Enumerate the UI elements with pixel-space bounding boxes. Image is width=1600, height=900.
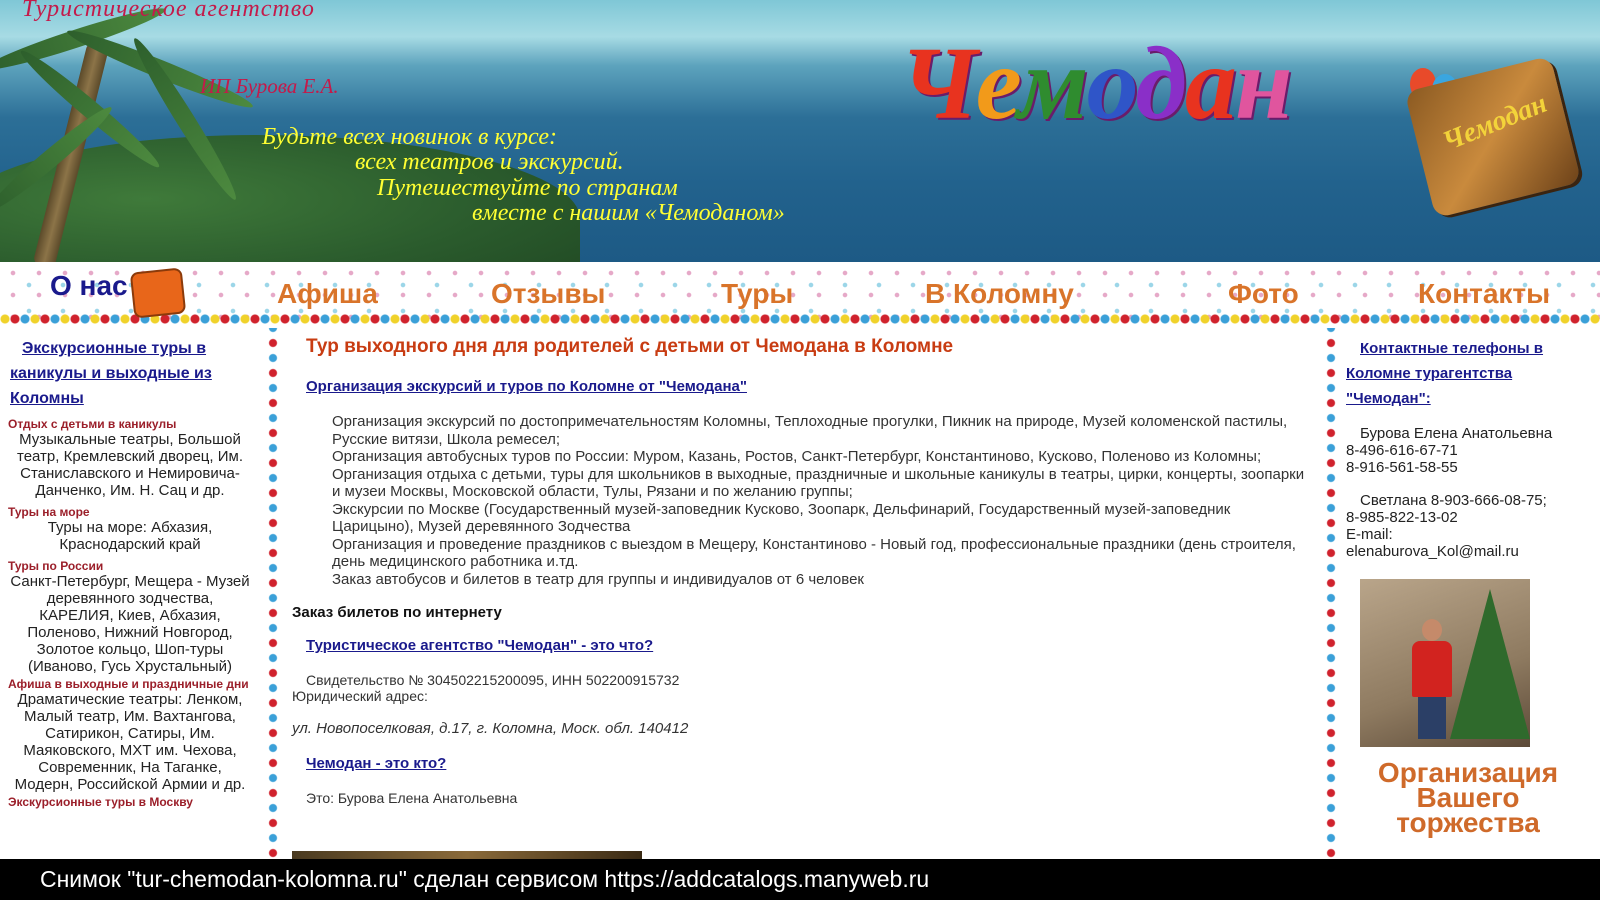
list-item: Организация автобусных туров по России: Муром, Казань, Ростов, Санкт-Петербург, Константиново, Кусково, Поленово из Коломны; — [332, 448, 1262, 465]
sidebar-title-link[interactable]: Экскурсионные туры в каникулы и выходные из Коломны — [10, 340, 212, 407]
brand-letter: д — [1135, 26, 1185, 141]
brand-letter: о — [1086, 26, 1136, 141]
sidebar-section-heading: Экскурсионные туры в Москву — [8, 795, 193, 809]
suitcase-label: Чемодан — [1438, 87, 1552, 158]
order-tickets-heading: Заказ билетов по интернету — [292, 604, 502, 621]
celebration-promo[interactable]: Организация Вашего торжества — [1377, 757, 1559, 838]
contact-phone: 8-985-822-13-02 — [1346, 509, 1458, 526]
who-is-chemodan-link[interactable]: Чемодан - это кто? — [306, 755, 447, 772]
list-item: Организация и проведение праздников с выездом в Мещеру, Константиново - Новый год, профессиональные праздники (день строителя, день медицинского работника и.тд. — [332, 535, 1296, 570]
owner-name-text: Это: Бурова Елена Анатольевна — [306, 790, 518, 806]
brand-logo — [900, 24, 1291, 143]
sidebar-section-text: Туры на море: Абхазия, Краснодарский край — [47, 519, 213, 553]
screenshot-caption: Снимок "tur-chemodan-kolomna.ru" сделан сервисом https://addcatalogs.manyweb.ru — [0, 859, 1600, 900]
christmas-tree-image — [1450, 589, 1530, 739]
email-label: E-mail: — [1346, 526, 1393, 543]
nav-to-kolomna[interactable]: В Коломну — [925, 278, 1074, 309]
person-image — [1410, 619, 1454, 739]
excursions-link[interactable]: Организация экскурсий и туров по Коломне от "Чемодана" — [306, 378, 747, 395]
left-sidebar — [8, 336, 252, 809]
sidebar-section-heading: Афиша в выходные и праздничные дни — [8, 677, 249, 691]
owner-label: ИП Бурова Е.А. — [200, 74, 339, 98]
slogan-line: вместе с нашим «Чемоданом» — [472, 200, 785, 226]
contact-phone: 8-496-616-67-71 — [1346, 442, 1458, 459]
what-is-chemodan-link[interactable]: Туристическое агентство "Чемодан" - это что? — [306, 637, 654, 654]
agency-label: Туристическое агентство — [22, 0, 315, 22]
person-legs — [1418, 697, 1446, 739]
nav-reviews[interactable]: Отзывы — [491, 278, 606, 309]
sidebar-section-text: Музыкальные театры, Большой театр, Кремлевский дворец, Им. Станиславского и Немировича-Данченко, Им. Н. Сац и др. — [17, 431, 243, 499]
owner-photo — [1360, 579, 1530, 747]
person-coat — [1412, 641, 1452, 697]
suitcase-icon — [130, 267, 187, 318]
header-banner — [0, 0, 1600, 262]
brand-letter: Ч — [900, 26, 976, 141]
nav-contacts[interactable]: Контакты — [1418, 278, 1551, 309]
slogan-line: Будьте всех новинок в курсе: — [262, 124, 558, 150]
nav-afisha[interactable]: Афиша — [277, 278, 378, 309]
brand-letter: м — [1017, 26, 1087, 141]
contact-phone: Светлана 8-903-666-08-75; — [1360, 492, 1547, 509]
brand-letter: а — [1184, 26, 1235, 141]
list-item: Организация экскурсий по достопримечательностям Коломны, Теплоходные прогулки, Пикник на природе, Музей коломенской пастилы, Русские витязи, Школа ремесел; — [332, 413, 1288, 448]
nav-tours[interactable]: Туры — [721, 278, 794, 309]
list-item: Организация отдыха с детьми, туры для школьников в выходные, праздничные и школьные каникулы в театры, цирки, концерты, зоопарки и музеи Москвы, Московской области, Тулы, Рязани и по желанию группы; — [332, 465, 1305, 500]
flower-divider-right — [1324, 328, 1338, 858]
brand-letter: е — [975, 26, 1018, 141]
slogan-line: всех театров и экскурсий. — [355, 149, 624, 175]
nav-about[interactable]: О нас — [50, 270, 128, 301]
sidebar-section-text: Драматические театры: Ленком, Малый театр, Им. Вахтангова, Сатирикон, Сатиры, Им. Маяковского, МХТ им. Чехова, Современник, На Таганке, Модерн, Российской Армии и др. — [14, 691, 246, 793]
legal-address: ул. Новопоселковая, д.17, г. Коломна, Моск. обл. 140412 — [292, 720, 689, 737]
list-item: Заказ автобусов и билетов в театр для группы и индивидуалов от 6 человек — [332, 570, 864, 588]
services-list — [332, 413, 1312, 588]
sidebar-section-heading: Отдых с детьми в каникулы — [8, 417, 177, 431]
brand-letter: н — [1234, 26, 1291, 141]
legal-address-label: Юридический адрес: — [292, 688, 428, 704]
flower-border — [0, 312, 1600, 326]
email-value: elenaburova_Kol@mail.ru — [1346, 543, 1519, 560]
sidebar-section-text: Санкт-Петербург, Мещера - Музей деревянного зодчества, КАРЕЛИЯ, Киев, Абхазия, Поленово, Нижний Новгород, Золотое кольцо, Шоп-туры (Иваново, Гусь Хрустальный) — [10, 573, 250, 675]
certificate-text: Свидетельство № 304502215200095, ИНН 502200915732 — [306, 672, 680, 688]
right-sidebar — [1346, 336, 1566, 560]
slogan-line: Путешествуйте по странам — [377, 175, 678, 201]
list-item: Экскурсии по Москве (Государственный музей-заповедник Кусково, Зоопарк, Дельфинарий, Государственный музей-заповедник Царицыно), Музей деревянного Зодчества — [332, 500, 1231, 535]
person-head — [1422, 619, 1442, 641]
main-nav — [0, 262, 1600, 328]
page-title: Тур выходного дня для родителей с детьми от Чемодана в Коломне — [306, 336, 954, 357]
sidebar-section-heading: Туры на море — [8, 505, 90, 519]
main-content — [292, 336, 1312, 806]
contact-phone: 8-916-561-58-55 — [1346, 459, 1458, 476]
flower-divider-left — [266, 328, 280, 858]
contacts-title-link[interactable]: Контактные телефоны в Коломне турагентства "Чемодан": — [1346, 340, 1544, 407]
contact-name: Бурова Елена Анатольевна — [1360, 425, 1553, 442]
nav-photo[interactable]: Фото — [1228, 278, 1299, 309]
sidebar-section-heading: Туры по России — [8, 559, 104, 573]
